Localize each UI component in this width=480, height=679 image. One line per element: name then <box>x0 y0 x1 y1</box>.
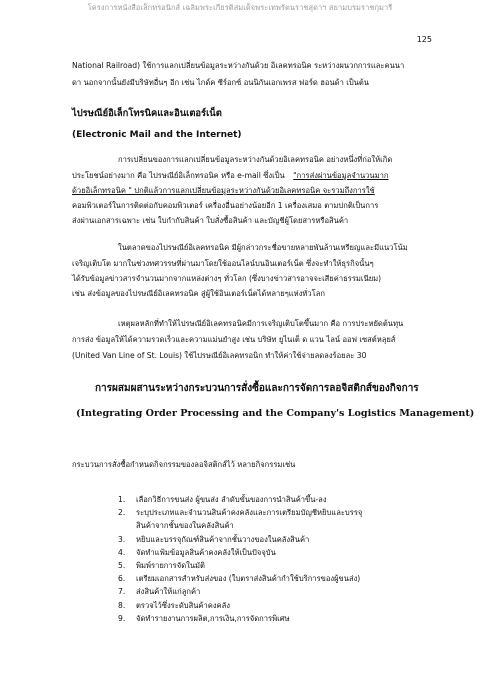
step-number: 8. <box>118 600 126 610</box>
section1-para1-line-5: ส่งผ่านเอกสารเฉพาะ เช่น ใบกำกับสินค้า ใบสั่งซื้อสินค้า และบัญชีผู้โดยสารหรือสินค้า <box>72 216 349 225</box>
step-number: 6. <box>118 574 126 584</box>
step-number: 3. <box>118 534 126 544</box>
step-text: เตรียมเอกสารสำหรับส่งของ (ใบตราส่งสินค้ากำใช้บริการของผู้ขนส่ง) <box>136 574 361 584</box>
section1-para3-line-1: เหตุผลหลักที่ทำให้ไปรษณีย์อิเลคทรอนิคมีการเจริญเติบโตขึ้นมาก คือ การประหยัดต้นทุน <box>118 319 404 328</box>
section1-title-th: ไปรษณีย์อิเล็กโทรนิคและอินเตอร์เน็ต <box>72 108 222 119</box>
step-number: 5. <box>118 561 126 571</box>
section1-para3-line-2: การส่ง ข้อมูลให้ได้ความรวดเร็วและความแม่นยำสูง เช่น บริษัท ยูไนเต็ ด แวน ไลน์ ออฟ เซสต์หลุยส์ <box>72 335 396 344</box>
section1-title-en: (Electronic Mail and the Internet) <box>72 130 242 140</box>
section1-para1-underlined-text: "การส่งผ่านข้อมูลจำนวนมาก <box>293 171 389 180</box>
list-item <box>118 493 362 506</box>
step-text: พิมพ์รายการจัดในมัติ <box>136 561 205 571</box>
intro-line-2: ดา นอกจากนั้นยังมีบริษัทอื่นๆ อีก เช่น ไกด์ค ซีร์อกซ์ อนนิกันเอกเพรส ฟอร์ด ฮอนด้า เป็นต้น <box>72 78 369 87</box>
step-text: หยิบและบรรจุกัณฑ์สินค้าจากชั้นวางของในคลังสินค้า <box>136 534 310 544</box>
step-number: 7. <box>118 587 126 597</box>
list-item <box>118 585 362 598</box>
list-item <box>118 599 362 612</box>
list-item <box>118 546 362 559</box>
section1-para1-line-3: ด้วยอิเล็กทรอนิค " ปกติแล้วการแลกเปลี่ยนข้อมูลระหว่างกันด้วยอิเลคทรอนิค จะรวมถึงการใช้ <box>72 186 375 195</box>
section1-para2-line-3: ได้รับข้อมูลข่าวสารจำนวนมากจากแหล่งต่างๆ ทั่วโลก (ซึ่งบางข่าวสารอาจจะเสียค่าธรรมเนียม) <box>72 274 382 283</box>
logistics-steps-list <box>118 493 362 625</box>
section1-para1-line-2 <box>72 171 389 181</box>
list-item <box>118 612 362 625</box>
section1-para1-line-2-text: ประโยชน์อย่างมาก คือ ไปรษณีย์อิเล็กทรอนิค หรือ e-mail ซึ่งเป็น <box>72 171 285 180</box>
step-text: จัดทำรายงานการผลิต,การเงิน,การจัดการพิเศษ <box>136 613 290 623</box>
section1-para3-line-3: (United Van Line of St. Louis) ใช้ไปรษณีย์อิเลคทรอนิก ทำให้ค่าใช้จ่ายลดลงร้อยละ 30 <box>72 351 367 360</box>
page-number: 125 <box>416 35 432 44</box>
section2-title-en: (Integrating Order Processing and the Company's Logistics Management) <box>76 408 475 419</box>
section2-intro: กระบวนการสั่งซื้อกำหนดกิจกรรมของลอจิสติกส์ไว้ หลายกิจกรรมเช่น <box>72 460 296 469</box>
section1-para2-line-1: ในตลาดของไปรษณีย์อิเลคทรอนิค มีผู้กล่าวกระชื่อขายหลายพันล้านเหรียญและมีแนวโน้ม <box>118 243 408 252</box>
section1-para2-line-2: เจริญเติบโต มากในช่วงทศวรรษที่ผ่านมาโดยใช้ออนไลน์บนอินเตอร์เน็ต ซึ่งจะทำให้ธุรกิจนั้นๆ <box>72 259 374 268</box>
step-text: ตรวจไว้ซึ่งระดับสินค้าคงคลัง <box>136 600 230 610</box>
section2-title-th: การผสมผสานระหว่างกระบวนการสั่งซื้อและการจัดการลอจิสติกส์ของกิจการ <box>95 383 419 394</box>
section1-para1-line-4: คอมพิวเตอร์ในการติดต่อกับคอมพิวเตอร์ เครื่องอื่นอย่างน้อยอีก 1 เครื่องเสมอ ตามปกติเป็นการ <box>72 201 379 210</box>
step-number: 1. <box>118 495 126 504</box>
step-number: 9. <box>118 613 126 623</box>
list-item <box>118 506 362 532</box>
step-number: 2. <box>118 508 126 518</box>
step-text: จัดทำแฟ้มข้อมูลสินค้าคงคลังให้เป็นปัจจุบัน <box>136 547 276 557</box>
step-text: เลือกวิธีการขนส่ง ผู้ขนส่ง ลำดับขั้นของการนำสินค้าขึ้น-ลง <box>136 495 327 504</box>
step-text-block <box>136 506 362 532</box>
step-text: ส่งสินค้าให้แก่ลูกค้า <box>136 587 201 597</box>
list-item <box>118 533 362 546</box>
section1-para2-line-4: เช่น ส่งข้อมูลของไปรษณีย์อิเลคทรอนิค สู่ผู้ใช้อินเตอร์เน็ตได้หลายๆแห่งทั่วโลก <box>72 289 325 298</box>
step-text: ระบุประเภทและจำนวนสินค้าคงคลังและการเตรียมบัญชีหยิบและบรรจุ <box>136 508 363 518</box>
step-number: 4. <box>118 547 126 557</box>
section1-para1-line-1: การเปลี่ยนของการแลกเปลี่ยนข้อมูลระหว่างกันด้วยอิเลคทรอนิค อย่างหนึ่งที่ก่อให้เกิด <box>118 155 393 164</box>
step-text-continued: สินค้าจากชั้นของในคลังสินค้า <box>136 521 234 531</box>
list-item <box>118 559 362 572</box>
list-item <box>118 572 362 585</box>
page-header: โครงการหนังสือเล็กทรอนิกส์ เฉลิมพระเกียรติสมเด็จพระเทพรัตนราชสุดาฯ สยามบรมราชกุมารี <box>87 3 393 12</box>
intro-line-1: National Railroad) ใช้การแลกเปลี่ยนข้อมูลระหว่างกันด้วย อิเลคทรอนิค ระหว่างผนวกการและคนนา <box>72 61 405 70</box>
